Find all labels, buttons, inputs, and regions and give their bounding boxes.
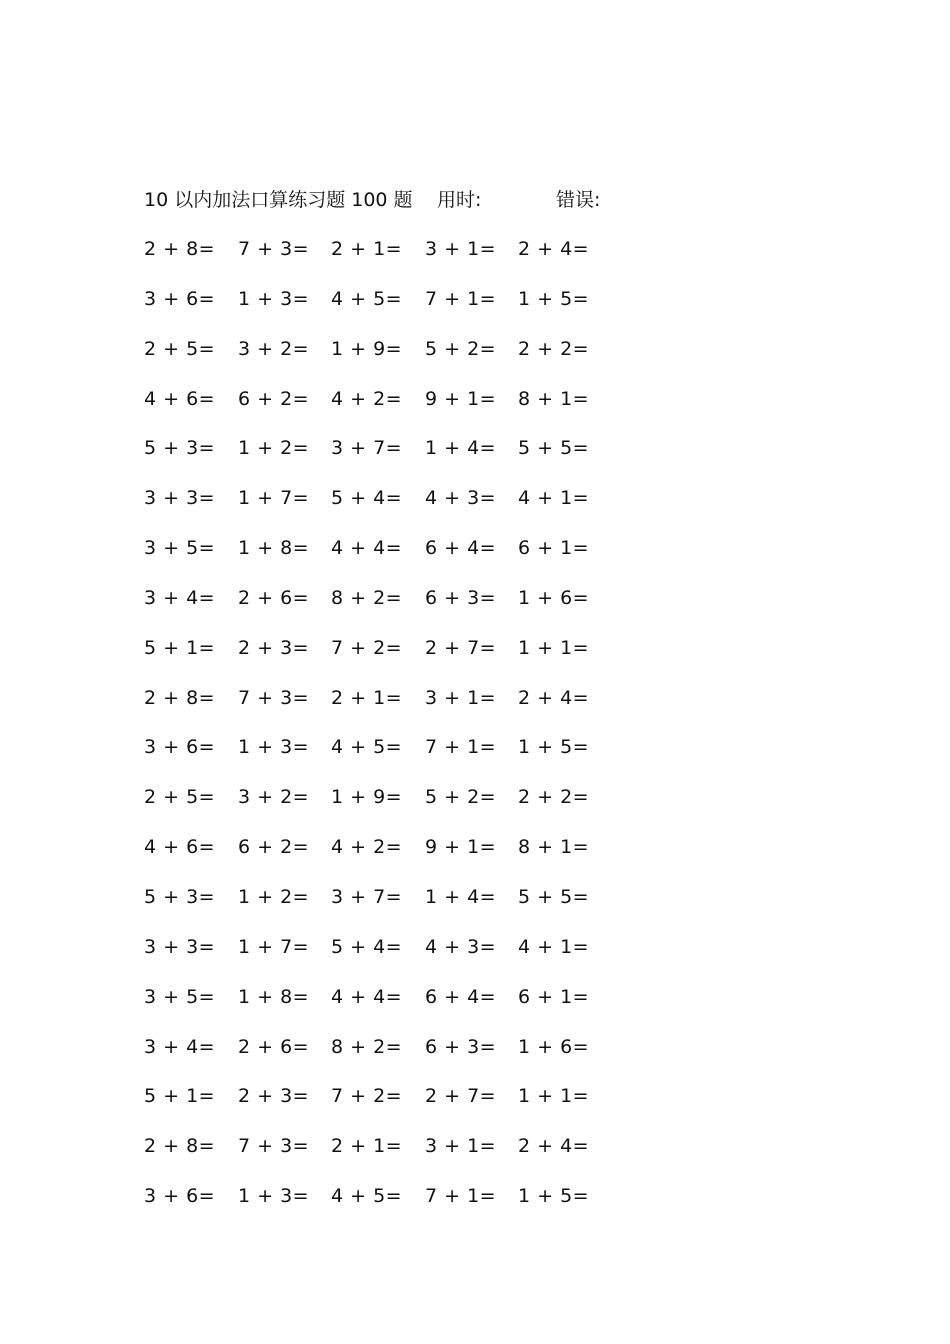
addition-problem: 4 + 3=: [425, 935, 497, 958]
addition-problem: 8 + 2=: [331, 586, 403, 609]
addition-problem: 1 + 3=: [238, 736, 310, 759]
addition-problem: 5 + 1=: [144, 636, 216, 659]
problem-row: [144, 1183, 624, 1233]
addition-problem: 3 + 3=: [144, 487, 216, 510]
addition-problem: 4 + 5=: [331, 287, 403, 310]
addition-problem: 3 + 6=: [144, 287, 216, 310]
problem-row: [144, 635, 624, 685]
addition-problem: 6 + 1=: [518, 537, 590, 560]
addition-problem: 3 + 2=: [238, 337, 310, 360]
addition-problem: 9 + 1=: [425, 387, 497, 410]
addition-problem: 2 + 6=: [238, 1035, 310, 1058]
addition-problem: 2 + 4=: [518, 686, 590, 709]
addition-problem: 1 + 6=: [518, 1035, 590, 1058]
addition-problem: 1 + 8=: [238, 537, 310, 560]
addition-problem: 1 + 2=: [238, 437, 310, 460]
problem-row: [144, 286, 624, 336]
addition-problem: 1 + 7=: [238, 487, 310, 510]
addition-problem: 6 + 1=: [518, 985, 590, 1008]
problem-row: [144, 535, 624, 585]
time-used-label: 用时:: [437, 189, 482, 211]
addition-problem: 3 + 1=: [425, 686, 497, 709]
worksheet-title: 10 以内加法口算练习题 100 题: [144, 189, 413, 211]
addition-problem: 2 + 3=: [238, 1085, 310, 1108]
problem-row: [144, 485, 624, 535]
addition-problem: 5 + 4=: [331, 935, 403, 958]
addition-problem: 4 + 4=: [331, 985, 403, 1008]
addition-problem: 4 + 1=: [518, 935, 590, 958]
problem-row: [144, 435, 624, 485]
addition-problem: 1 + 5=: [518, 287, 590, 310]
addition-problem: 8 + 1=: [518, 836, 590, 859]
problem-row: [144, 1034, 624, 1084]
problem-grid: [144, 236, 624, 1233]
addition-problem: 6 + 4=: [425, 985, 497, 1008]
problem-row: [144, 1083, 624, 1133]
addition-problem: 2 + 3=: [238, 636, 310, 659]
addition-problem: 5 + 3=: [144, 437, 216, 460]
addition-problem: 2 + 8=: [144, 238, 216, 260]
addition-problem: 3 + 5=: [144, 537, 216, 560]
addition-problem: 5 + 5=: [518, 437, 590, 460]
problem-row: [144, 336, 624, 386]
problem-row: [144, 236, 624, 286]
addition-problem: 5 + 5=: [518, 885, 590, 908]
problem-row: [144, 784, 624, 834]
addition-problem: 3 + 1=: [425, 238, 497, 260]
addition-problem: 1 + 4=: [425, 437, 497, 460]
addition-problem: 7 + 3=: [238, 238, 310, 260]
addition-problem: 3 + 4=: [144, 1035, 216, 1058]
addition-problem: 4 + 2=: [331, 836, 403, 859]
addition-problem: 6 + 3=: [425, 1035, 497, 1058]
addition-problem: 2 + 1=: [331, 1135, 403, 1158]
addition-problem: 2 + 1=: [331, 686, 403, 709]
addition-problem: 3 + 6=: [144, 736, 216, 759]
addition-problem: 4 + 1=: [518, 487, 590, 510]
addition-problem: 3 + 6=: [144, 1185, 216, 1208]
problem-row: [144, 386, 624, 436]
addition-problem: 5 + 1=: [144, 1085, 216, 1108]
addition-problem: 2 + 5=: [144, 337, 216, 360]
addition-problem: 5 + 4=: [331, 487, 403, 510]
addition-problem: 7 + 3=: [238, 686, 310, 709]
addition-problem: 5 + 3=: [144, 885, 216, 908]
addition-problem: 8 + 1=: [518, 387, 590, 410]
problem-row: [144, 585, 624, 635]
addition-problem: 3 + 2=: [238, 786, 310, 809]
addition-problem: 1 + 9=: [331, 337, 403, 360]
addition-problem: 2 + 6=: [238, 586, 310, 609]
addition-problem: 6 + 3=: [425, 586, 497, 609]
addition-problem: 4 + 4=: [331, 537, 403, 560]
addition-problem: 4 + 3=: [425, 487, 497, 510]
addition-problem: 7 + 2=: [331, 1085, 403, 1108]
addition-problem: 3 + 3=: [144, 935, 216, 958]
addition-problem: 1 + 1=: [518, 1085, 590, 1108]
addition-problem: 1 + 5=: [518, 1185, 590, 1208]
addition-problem: 4 + 2=: [331, 387, 403, 410]
problem-row: [144, 834, 624, 884]
addition-problem: 1 + 6=: [518, 586, 590, 609]
addition-problem: 3 + 1=: [425, 1135, 497, 1158]
addition-problem: 7 + 2=: [331, 636, 403, 659]
addition-problem: 3 + 5=: [144, 985, 216, 1008]
addition-problem: 2 + 8=: [144, 686, 216, 709]
addition-problem: 6 + 2=: [238, 836, 310, 859]
problem-row: [144, 685, 624, 735]
addition-problem: 2 + 5=: [144, 786, 216, 809]
addition-problem: 5 + 2=: [425, 786, 497, 809]
addition-problem: 4 + 5=: [331, 1185, 403, 1208]
addition-problem: 4 + 6=: [144, 836, 216, 859]
problem-row: [144, 984, 624, 1034]
addition-problem: 1 + 8=: [238, 985, 310, 1008]
addition-problem: 5 + 2=: [425, 337, 497, 360]
addition-problem: 4 + 6=: [144, 387, 216, 410]
addition-problem: 7 + 1=: [425, 736, 497, 759]
addition-problem: 2 + 8=: [144, 1135, 216, 1158]
addition-problem: 6 + 4=: [425, 537, 497, 560]
addition-problem: 2 + 4=: [518, 238, 590, 260]
addition-problem: 1 + 1=: [518, 636, 590, 659]
addition-problem: 1 + 7=: [238, 935, 310, 958]
addition-problem: 1 + 4=: [425, 885, 497, 908]
addition-problem: 2 + 2=: [518, 786, 590, 809]
addition-problem: 3 + 7=: [331, 437, 403, 460]
problem-row: [144, 734, 624, 784]
addition-problem: 3 + 4=: [144, 586, 216, 609]
problem-row: [144, 934, 624, 984]
problem-row: [144, 1133, 624, 1183]
addition-problem: 1 + 2=: [238, 885, 310, 908]
addition-problem: 1 + 3=: [238, 287, 310, 310]
addition-problem: 9 + 1=: [425, 836, 497, 859]
addition-problem: 2 + 7=: [425, 636, 497, 659]
addition-problem: 2 + 2=: [518, 337, 590, 360]
addition-problem: 8 + 2=: [331, 1035, 403, 1058]
addition-problem: 1 + 3=: [238, 1185, 310, 1208]
error-count-label: 错误:: [556, 189, 601, 211]
addition-problem: 6 + 2=: [238, 387, 310, 410]
addition-problem: 7 + 1=: [425, 1185, 497, 1208]
addition-problem: 2 + 4=: [518, 1135, 590, 1158]
addition-problem: 4 + 5=: [331, 736, 403, 759]
addition-problem: 2 + 7=: [425, 1085, 497, 1108]
addition-problem: 3 + 7=: [331, 885, 403, 908]
addition-problem: 1 + 5=: [518, 736, 590, 759]
addition-problem: 7 + 1=: [425, 287, 497, 310]
addition-problem: 1 + 9=: [331, 786, 403, 809]
addition-problem: 2 + 1=: [331, 238, 403, 260]
problem-row: [144, 884, 624, 934]
addition-problem: 7 + 3=: [238, 1135, 310, 1158]
